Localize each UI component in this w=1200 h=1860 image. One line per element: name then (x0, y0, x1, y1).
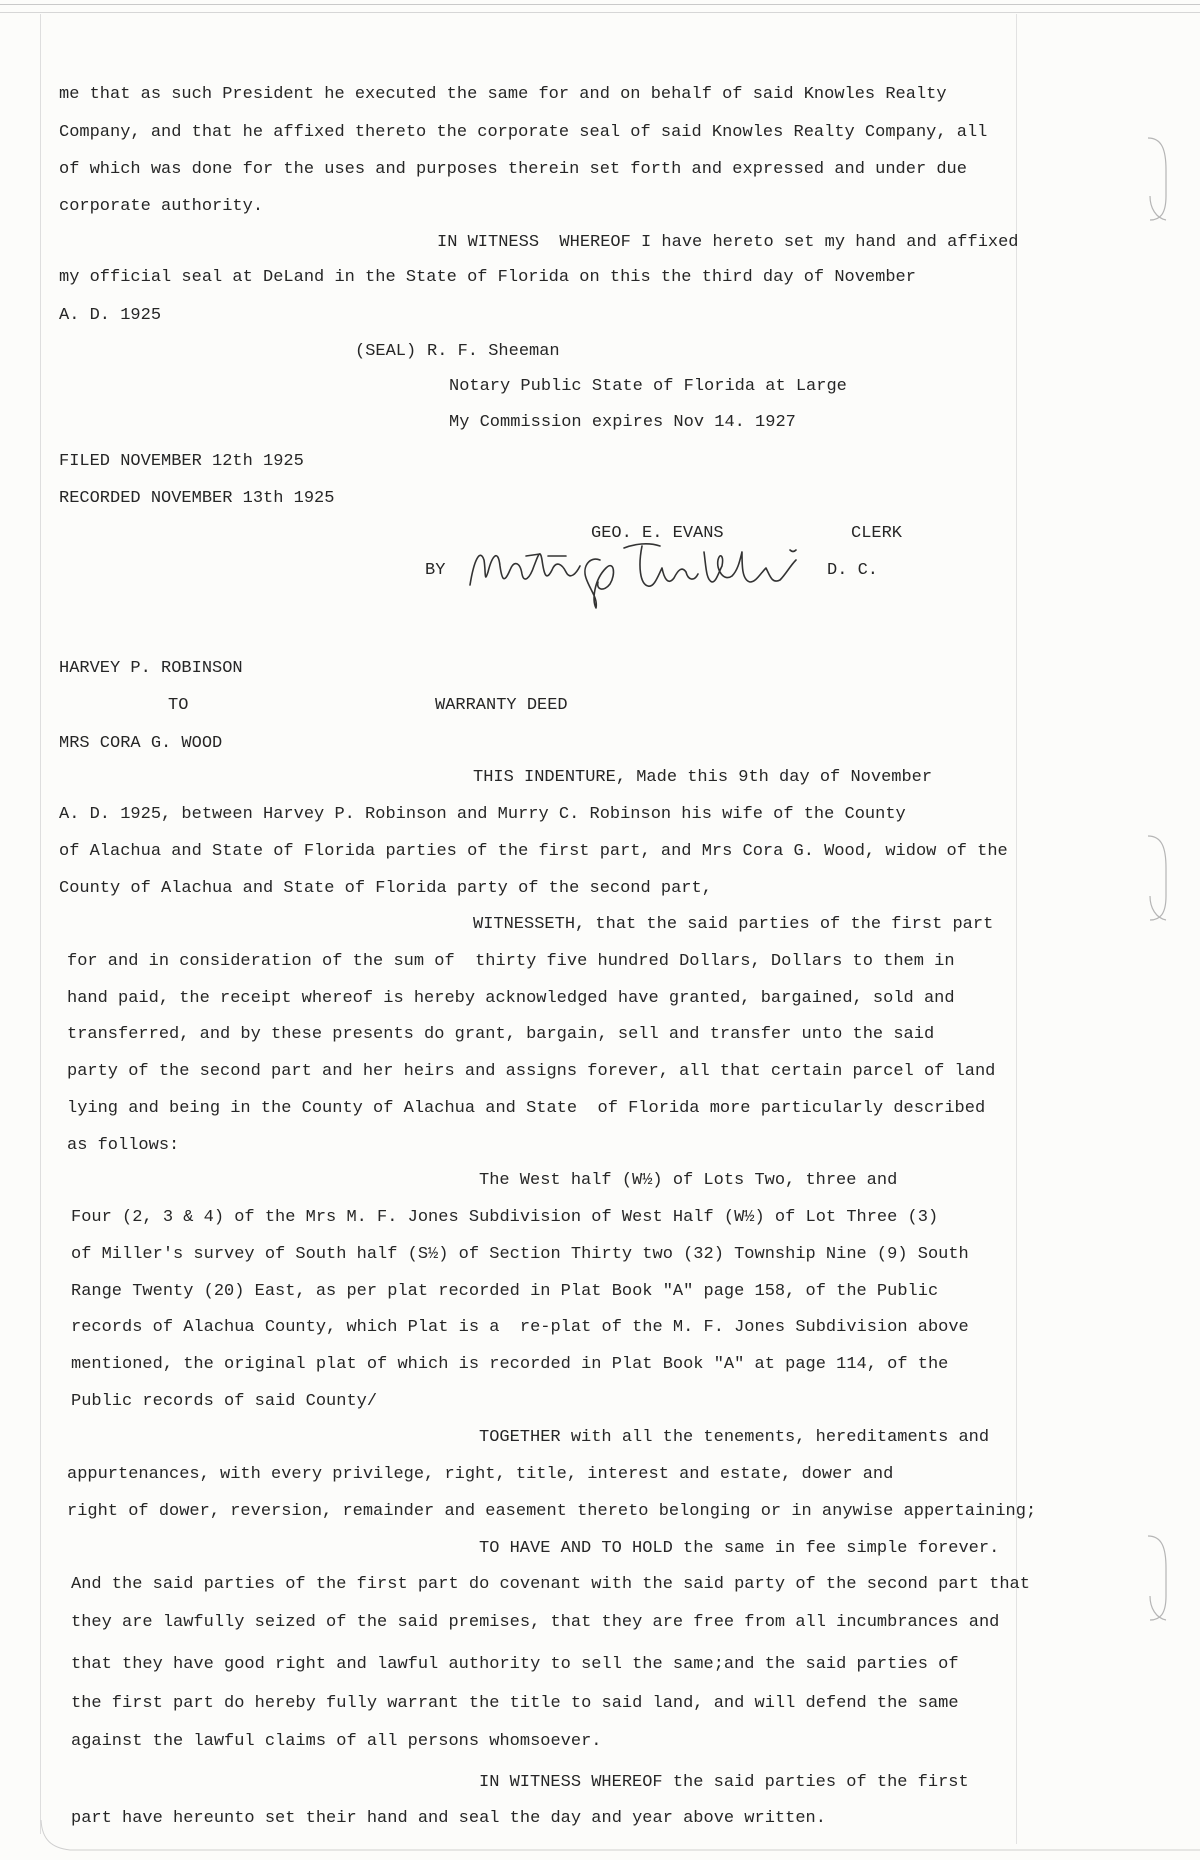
clerk-signature (470, 544, 796, 608)
deed-line: as follows: (67, 1136, 180, 1155)
deed-line: of Alachua and State of Florida parties of the first part, and Mrs Cora G. Wood, widow of the (59, 842, 1008, 861)
deed-line: A. D. 1925, between Harvey P. Robinson and Murry C. Robinson his wife of the County (59, 805, 906, 824)
grantee-name: MRS CORA G. WOOD (59, 734, 223, 753)
legal-description-line: Four (2, 3 & 4) of the Mrs M. F. Jones Subdivision of West Half (W½) of Lot Three (3) (71, 1208, 939, 1227)
legal-description-line: Range Twenty (20) East, as per plat recorded in Plat Book "A" page 158, of the Public (71, 1282, 939, 1301)
deed-line: County of Alachua and State of Florida party of the second part, (59, 879, 712, 898)
acknowledgment-line: of which was done for the uses and purposes therein set forth and expressed and under due (59, 160, 967, 179)
deed-line: transferred, and by these presents do grant, bargain, sell and transfer unto the said (67, 1025, 935, 1044)
witness-line: IN WITNESS WHEREOF I have hereto set my hand and affixed (437, 233, 1019, 252)
deputy-clerk-label: D. C. (827, 561, 879, 580)
recorded-date: RECORDED NOVEMBER 13th 1925 (59, 489, 335, 508)
covenant-line: against the lawful claims of all persons whomsoever. (71, 1732, 602, 1751)
margin-curve (41, 1820, 1200, 1850)
notary-commission: My Commission expires Nov 14. 1927 (449, 413, 796, 432)
acknowledgment-line: corporate authority. (59, 197, 264, 216)
clerk-name: GEO. E. EVANS (591, 524, 724, 543)
legal-description-line: of Miller's survey of South half (S½) of Section Thirty two (32) Township Nine (9) South (71, 1245, 969, 1264)
deed-line: appurtenances, with every privilege, right, title, interest and estate, dower and (67, 1465, 894, 1484)
binding-hole-marks (1148, 138, 1166, 1620)
deed-line: WITNESSETH, that the said parties of the first part (473, 915, 994, 934)
notary-title: Notary Public State of Florida at Large (449, 377, 847, 396)
habendum-clause: TO HAVE AND TO HOLD the same in fee simple forever. (479, 1539, 1000, 1558)
deed-line: party of the second part and her heirs and assigns forever, all that certain parcel of land (67, 1062, 996, 1081)
legal-description-line: Public records of said County/ (71, 1392, 378, 1411)
legal-description-line: records of Alachua County, which Plat is a re-plat of the M. F. Jones Subdivision above (71, 1318, 969, 1337)
notary-name: R. F. Sheeman (427, 342, 560, 361)
covenant-line: that they have good right and lawful authority to sell the same;and the said parties of (71, 1655, 959, 1674)
legal-description-line: The West half (W½) of Lots Two, three and (479, 1171, 898, 1190)
filed-date: FILED NOVEMBER 12th 1925 (59, 452, 304, 471)
seal-label: (SEAL) (355, 342, 417, 361)
deed-line: THIS INDENTURE, Made this 9th day of November (473, 768, 933, 787)
deed-line: lying and being in the County of Alachua and State of Florida more particularly described (67, 1099, 986, 1118)
legal-description-line: mentioned, the original plat of which is recorded in Plat Book "A" at page 114, of the (71, 1355, 949, 1374)
deed-title: WARRANTY DEED (435, 696, 568, 715)
deed-line: for and in consideration of the sum of thirty five hundred Dollars, Dollars to them in (67, 952, 955, 971)
to-label: TO (168, 696, 189, 715)
testimonium-line: part have hereunto set their hand and seal the day and year above written. (71, 1809, 826, 1828)
deed-line: hand paid, the receipt whereof is hereby acknowledged have granted, bargained, sold and (67, 989, 955, 1008)
acknowledgment-line: Company, and that he affixed thereto the corporate seal of said Knowles Realty Company, all (59, 123, 988, 142)
covenant-line: they are lawfully seized of the said premises, that they are free from all incumbrances and (71, 1613, 1000, 1632)
clerk-title: CLERK (851, 524, 903, 543)
deed-line: right of dower, reversion, remainder and easement thereto belonging or in anywise appertaining; (67, 1502, 1037, 1521)
covenant-line: the first part do hereby fully warrant the title to said land, and will defend the same (71, 1694, 959, 1713)
by-label: BY (425, 561, 446, 580)
deed-line: TOGETHER with all the tenements, hereditaments and (479, 1428, 990, 1447)
witness-line: my official seal at DeLand in the State of Florida on this the third day of November (59, 268, 916, 287)
covenant-line: And the said parties of the first part do covenant with the said party of the second part that (71, 1575, 1030, 1594)
grantor-name: HARVEY P. ROBINSON (59, 659, 243, 678)
testimonium-line: IN WITNESS WHEREOF the said parties of the first (479, 1773, 969, 1792)
acknowledgment-line: me that as such President he executed the same for and on behalf of said Knowles Realty (59, 85, 947, 104)
witness-date: A. D. 1925 (59, 306, 162, 325)
